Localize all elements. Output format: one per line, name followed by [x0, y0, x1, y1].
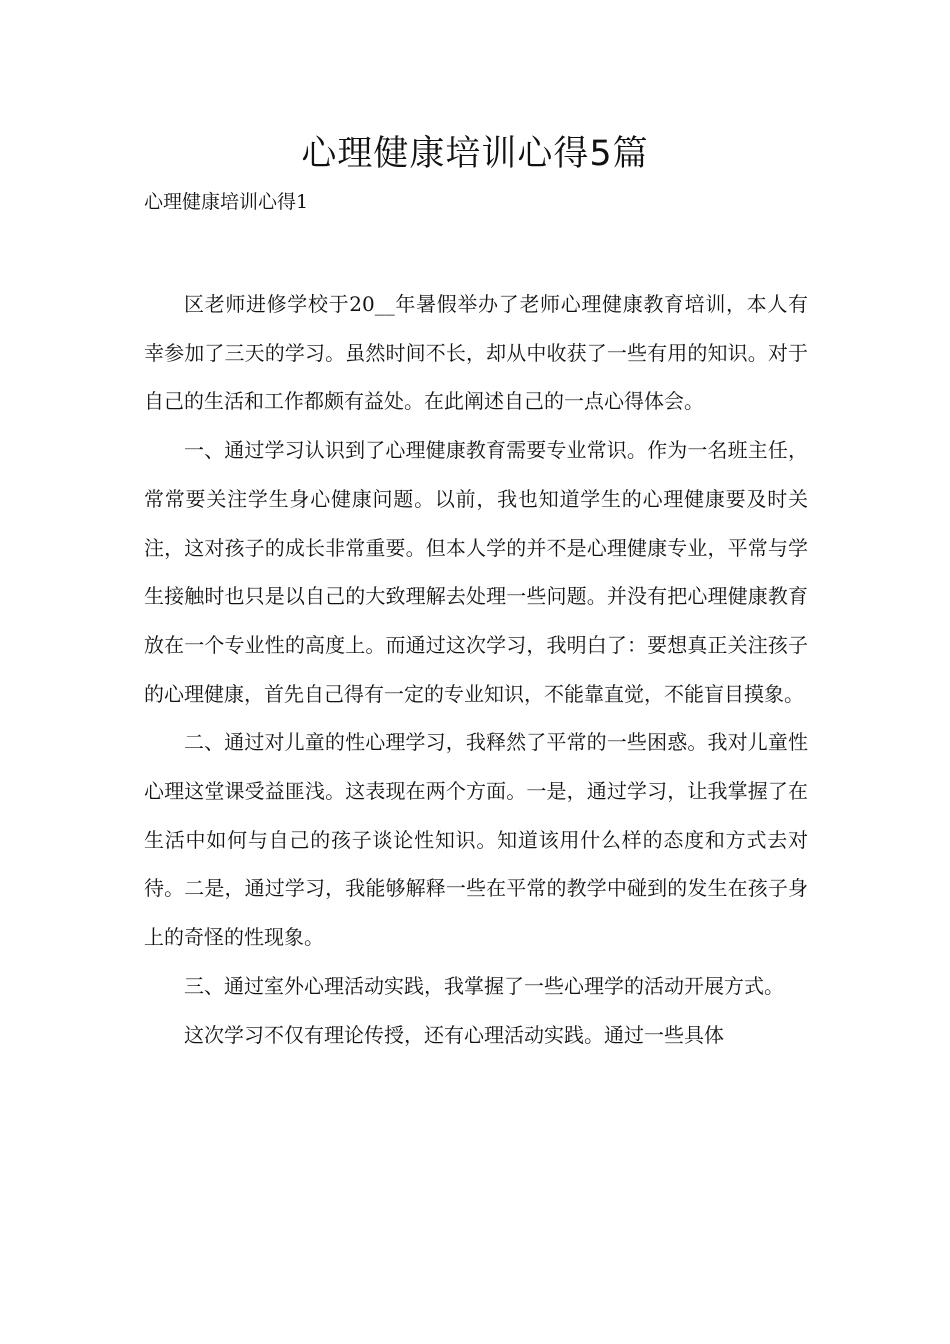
document-body	[144, 280, 808, 1059]
paragraph: 这次学习不仅有理论传授，还有心理活动实践。通过一些具体	[184, 1022, 724, 1047]
paragraph: 三、通过室外心理活动实践，我掌握了一些心理学的活动开展方式。	[184, 973, 784, 998]
document-title: 心理健康培训心得5篇	[301, 134, 649, 174]
document-subtitle: 心理健康培训心得1	[144, 191, 309, 213]
paragraph: 区老师进修学校于20__年暑假举办了老师心理健康教育培训，本人有幸参加了三天的学习。虽然时间不长，却从中收获了一些有用的知识。对于自己的生活和工作都颇有益处。在此阐述自己的一点心得体会。	[144, 292, 808, 414]
paragraph: 二、通过对儿童的性心理学习，我释然了平常的一些困惑。我对儿童性心理这堂课受益匪浅。这表现在两个方面。一是，通过学习，让我掌握了在生活中如何与自己的孩子谈论性知识。知道该用什么样的态度和方式去对待。二是，通过学习，我能够解释一些在平常的教学中碰到的发生在孩子身上的奇怪的性现象。	[144, 730, 808, 950]
paragraph: 一、通过学习认识到了心理健康教育需要专业常识。作为一名班主任，常常要关注学生身心健康问题。以前，我也知道学生的心理健康要及时关注，这对孩子的成长非常重要。但本人学的并不是心理健康专业，平常与学生接触时也只是以自己的大致理解去处理一些问题。并没有把心理健康教育放在一个专业性的高度上。而通过这次学习，我明白了：要想真正关注孩子的心理健康，首先自己得有一定的专业知识，不能靠直觉，不能盲目摸象。	[144, 438, 808, 706]
